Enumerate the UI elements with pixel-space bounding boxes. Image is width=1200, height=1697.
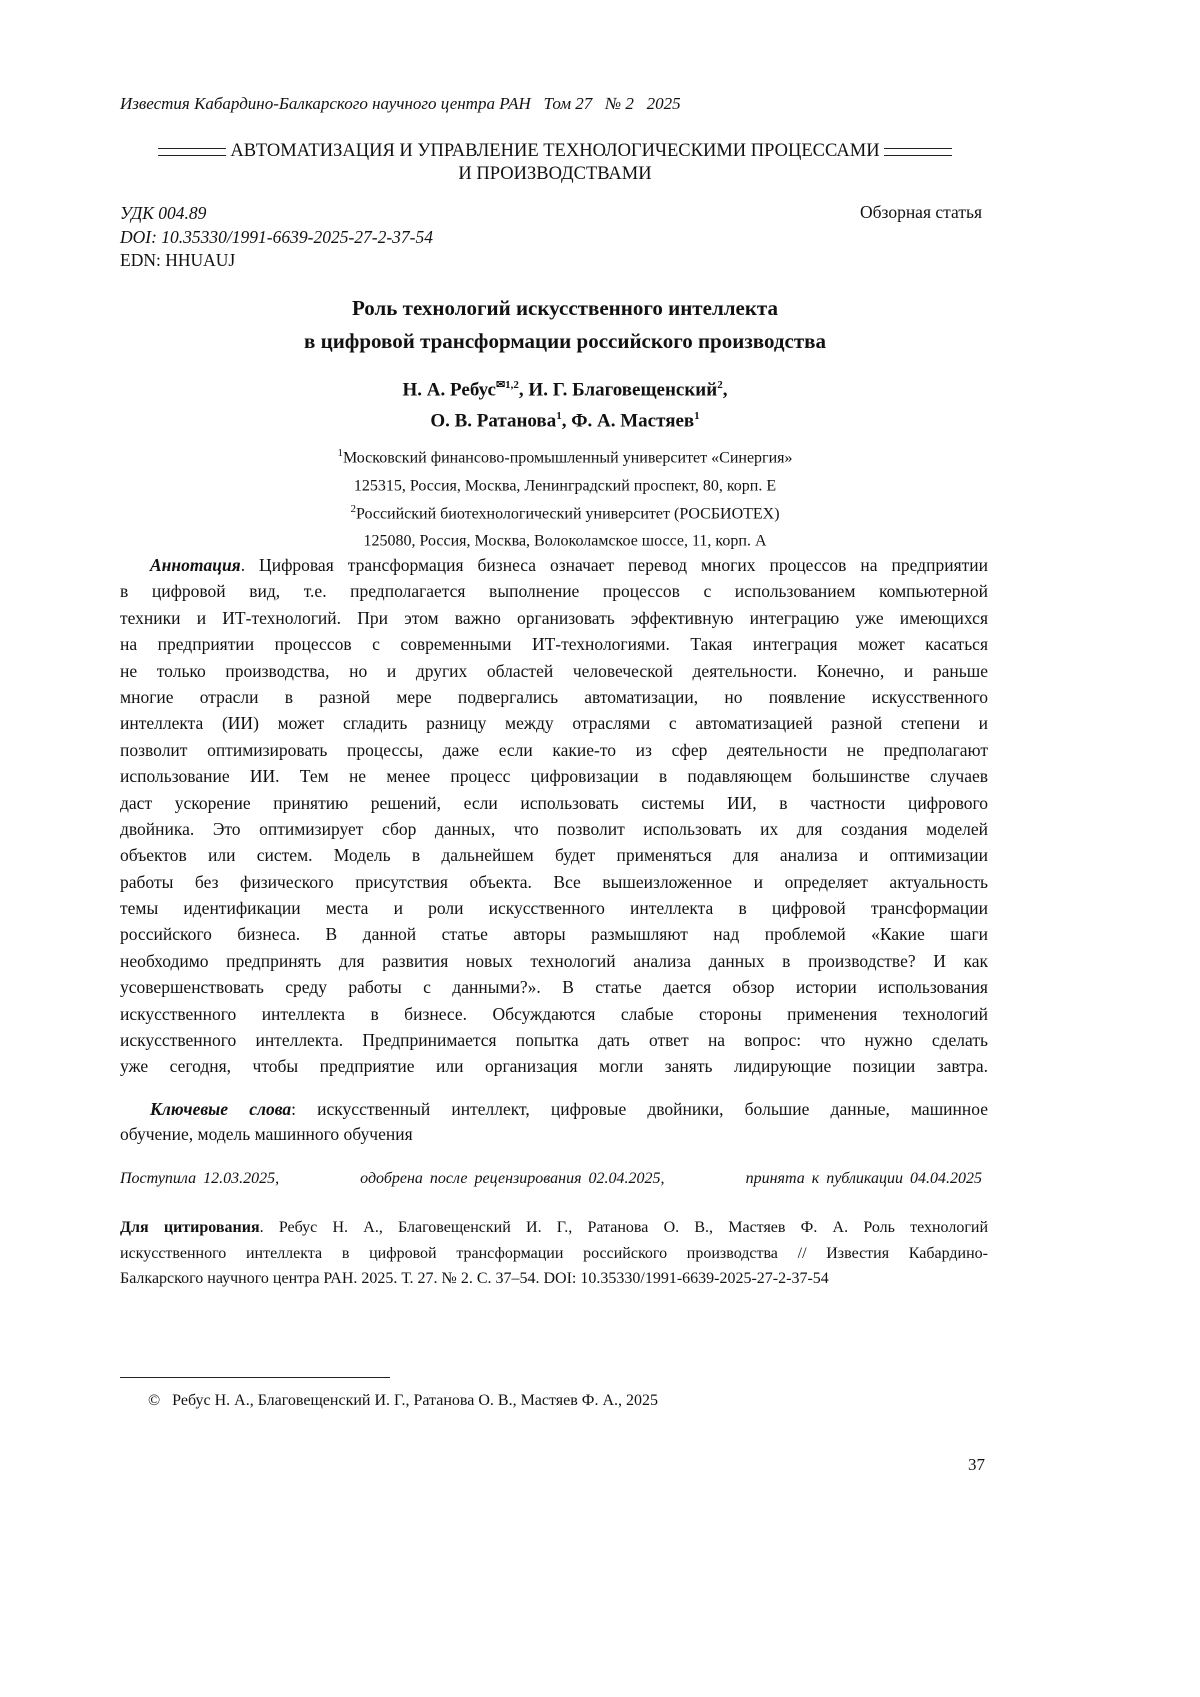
author-name: О. В. Ратанова — [430, 410, 557, 432]
separator: , — [561, 410, 572, 432]
authors — [100, 372, 1030, 435]
abstract-text: . Цифровая трансформация бизнеса означает перевод многих процессов на предприятии — [240, 555, 988, 575]
double-rule-left — [158, 148, 226, 156]
meta-block — [120, 202, 433, 273]
citation — [120, 1215, 988, 1292]
abstract-line: работы без физического присутствия объекта. Все вышеизложенное и определяет актуальность — [120, 871, 988, 892]
edn: EDN: HHUAUJ — [120, 250, 236, 270]
footnote-rule — [120, 1377, 390, 1378]
abstract-line: многие отрасли в разной мере подвергались автоматизации, но появление искусственного — [120, 686, 988, 707]
affiliations — [100, 442, 1030, 553]
abstract-line: позволит оптимизировать процессы, даже если какие-то из сфер деятельности не предполагают — [120, 739, 988, 760]
author-sup: 2 — [717, 379, 723, 391]
author-sup: ✉1,2 — [495, 379, 519, 391]
separator: , — [518, 379, 529, 401]
abstract-line: искусственного интеллекта. Предпринимается попытка дать ответ на вопрос: что нужно сделать — [120, 1030, 988, 1051]
aff-sup: 1 — [337, 447, 343, 459]
page-number: 37 — [968, 1455, 985, 1474]
citation-label: Для цитирования — [120, 1219, 260, 1236]
abstract-line: двойника. Это оптимизирует сбор данных, что позволит использовать их для создания моделей — [120, 818, 988, 839]
citation-text: искусственного интеллекта в цифровой трансформации российского производства // Известия Кабардино- — [120, 1244, 988, 1262]
abstract — [120, 552, 988, 1080]
abstract-line: использование ИИ. Тем не менее процесс цифровизации в подавляющем большинстве случаев — [120, 766, 988, 787]
section-line1: АВТОМАТИЗАЦИЯ И УПРАВЛЕНИЕ ТЕХНОЛОГИЧЕСКИМИ ПРОЦЕССАМИ — [230, 141, 880, 161]
keywords-label: Ключевые слова — [150, 1099, 292, 1119]
running-header: Известия Кабардино-Балкарского научного центра РАН Том 27 № 2 2025 — [120, 94, 681, 113]
affiliation-address: 125080, Россия, Москва, Волоколамское шоссе, 11, корп. А — [363, 532, 767, 550]
article-title — [100, 292, 1030, 358]
abstract-line — [120, 552, 988, 578]
affiliation: Московский финансово-промышленный университет «Синергия» — [342, 449, 793, 467]
author-sup: 1 — [556, 410, 562, 423]
keywords-text: обучение, модель машинного обучения — [120, 1124, 413, 1145]
abstract-line: не только производства, но и других областей человеческой деятельности. Конечно, и раньше — [120, 660, 988, 681]
citation-text: Балкарского научного центра РАН. 2025. Т. 27. № 2. С. 37–54. DOI: 10.35330/1991-6639-2025-27-2-37-54 — [120, 1270, 829, 1287]
abstract-line: интеллекта (ИИ) может сгладить разницу между отраслями с автоматизацией разной степени и — [120, 713, 988, 734]
date-approved: одобрена после рецензирования 02.04.2025, — [360, 1170, 665, 1187]
citation-text: . Ребус Н. А., Благовещенский И. Г., Ратанова О. В., Мастяев Ф. А. Роль технологий — [259, 1219, 988, 1236]
article-type: Обзорная статья — [859, 202, 982, 222]
dates — [120, 1170, 982, 1188]
date-received: Поступила 12.03.2025, — [120, 1170, 280, 1187]
abstract-line: темы идентификации места и роли искусственного интеллекта в цифровой трансформации — [120, 898, 988, 919]
section-heading — [110, 140, 1000, 186]
abstract-line: на предприятии процессов с современными ИТ-технологиями. Такая интеграция может касаться — [120, 634, 988, 655]
double-rule-right — [884, 148, 952, 156]
udk: УДК 004.89 — [120, 203, 207, 223]
section-line2: И ПРОИЗВОДСТВАМИ — [458, 164, 652, 184]
keywords — [120, 1096, 988, 1147]
keywords-text: : искусственный интеллект, цифровые двойники, большие данные, машинное — [291, 1099, 988, 1119]
affiliation: Российский биотехнологический университет (РОСБИОТЕХ) — [355, 504, 780, 522]
title-line2: в цифровой трансформации российского производства — [304, 329, 826, 353]
title-line1: Роль технологий искусственного интеллекта — [351, 296, 779, 320]
abstract-line: усовершенствовать среду работы с данными?». В статье дается обзор истории использования — [120, 977, 988, 998]
abstract-line: искусственного интеллекта в бизнесе. Обсуждаются слабые стороны применения технологий — [120, 1003, 988, 1024]
abstract-line: техники и ИТ-технологий. При этом важно организовать эффективную интеграцию уже имеющихся — [120, 607, 988, 628]
copyright: © Ребус Н. А., Благовещенский И. Г., Ратанова О. В., Мастяев Ф. А., 2025 — [148, 1392, 658, 1409]
separator: , — [722, 379, 728, 401]
aff-sup: 2 — [350, 502, 356, 515]
author-name: И. Г. Благовещенский — [528, 379, 718, 401]
affiliation-address: 125315, Россия, Москва, Ленинградский проспект, 80, корп. Е — [353, 477, 777, 495]
author-sup: 1 — [694, 410, 700, 423]
date-accepted: принята к публикации 04.04.2025 — [745, 1170, 982, 1187]
author-name: Н. А. Ребус — [402, 379, 496, 401]
author-name: Ф. А. Мастяев — [571, 410, 695, 432]
abstract-line: даст ускорение принятию решений, если использовать системы ИИ, в частности цифрового — [120, 792, 988, 813]
abstract-line: в цифровой вид, т.е. предполагается выполнение процессов с использованием компьютерной — [120, 581, 988, 602]
abstract-line: российского бизнеса. В данной статье авторы размышляют над проблемой «Какие шаги — [120, 924, 988, 945]
doi: DOI: 10.35330/1991-6639-2025-27-2-37-54 — [120, 226, 434, 247]
abstract-line: необходимо предпринять для развития новых технологий анализа данных в производстве? И как — [120, 950, 988, 971]
abstract-label: Аннотация — [150, 555, 241, 575]
abstract-line: объектов или систем. Модель в дальнейшем будет применяться для анализа и оптимизации — [120, 845, 988, 866]
abstract-line: уже сегодня, чтобы предприятие или организация могли занять лидирующие позиции завтра. — [120, 1056, 988, 1077]
